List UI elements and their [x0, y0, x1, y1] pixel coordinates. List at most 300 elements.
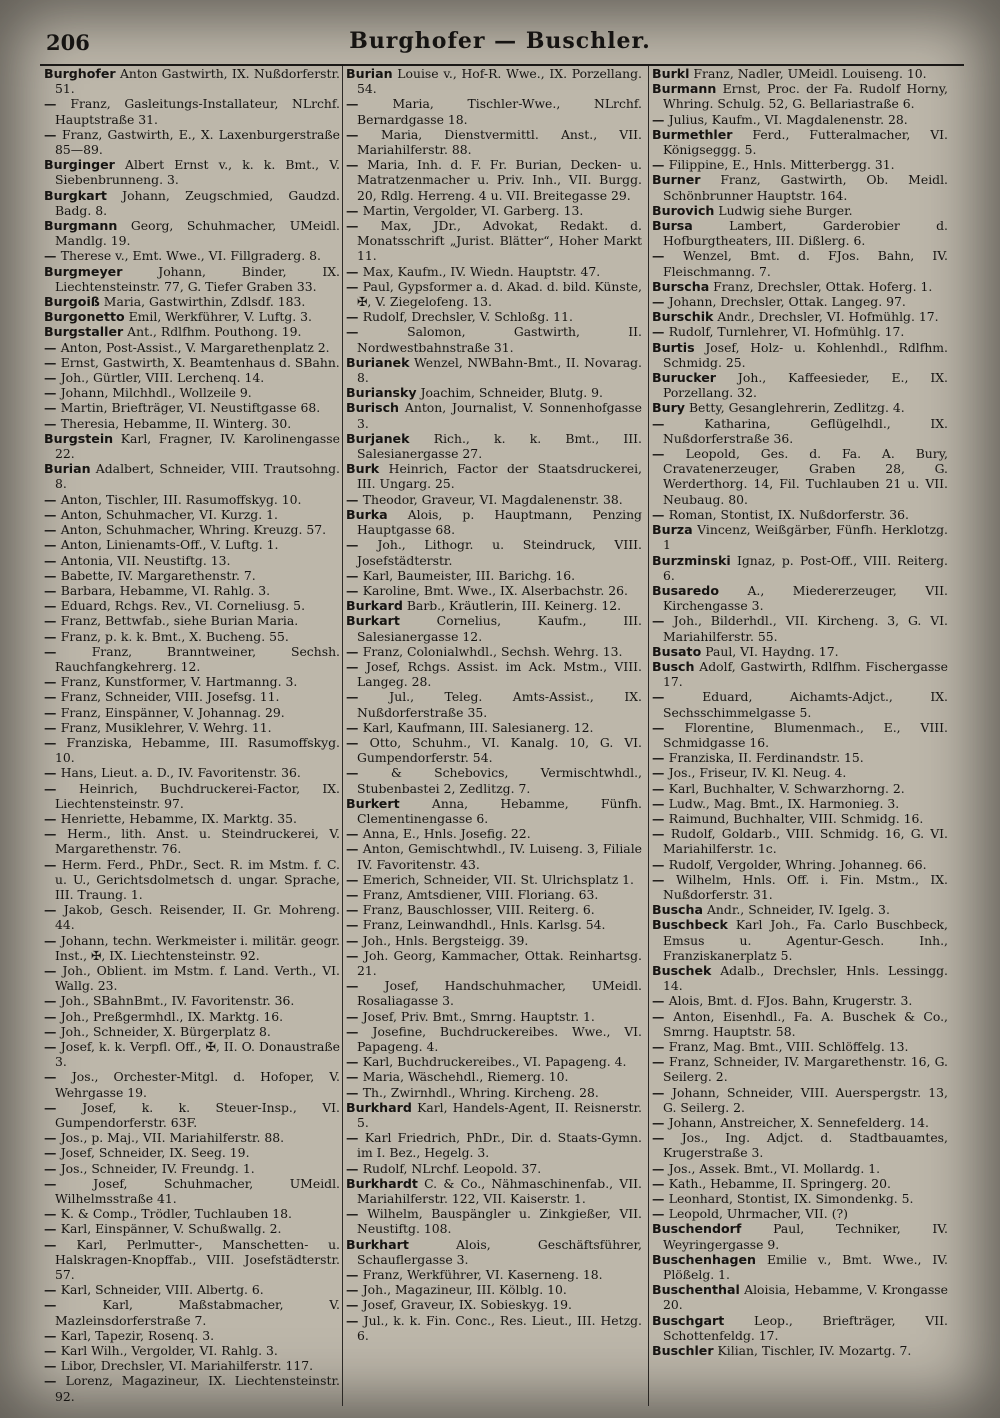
repeat-dash: — [44, 96, 71, 112]
entry-details: Franz, Schneider, IV. Margarethenstr. 16, G. Seilerg. 2. [663, 1054, 948, 1085]
repeat-dash: — [346, 324, 408, 340]
entry-details: Anton Gastwirth, IX. Nußdorferstr. 51. [55, 66, 340, 97]
repeat-dash: — [652, 157, 669, 173]
repeat-dash: — [44, 1343, 61, 1359]
entry-details: Johann, Schneider, VIII. Auerspergstr. 13, G. Seilerg. 2. [663, 1084, 948, 1115]
entry-details: Karl, Einspänner, V. Schußwallg. 2. [60, 1221, 282, 1237]
entry-details: Vincenz, Weißgärber, Fünfh. Herklotzg. 1 [663, 522, 948, 553]
entry-details: Lorenz, Magazineur, IX. Liechtensteinstr. 92. [55, 1373, 340, 1404]
entry-details: Andr., Schneider, IV. Igelg. 3. [706, 902, 890, 918]
entry-surname: Burianek [346, 354, 410, 370]
entry-details: Barb., Kräutlerin, III. Keinerg. 12. [406, 598, 622, 614]
directory-entry [652, 1161, 948, 1176]
entry-details: Alois, Geschäftsführer, Schauflergasse 3. [357, 1236, 642, 1267]
entry-details: Josef, Holz- u. Kohlenhdl., Rdlfhm. Schmidg. 25. [663, 339, 948, 370]
repeat-dash: — [652, 1054, 669, 1070]
directory-entry [44, 188, 340, 218]
entry-details: Ernst, Proc. der Fa. Rudolf Horny, Whring. Schulg. 52, G. Bellariastraße 6. [663, 81, 948, 112]
repeat-dash: — [652, 795, 669, 811]
repeat-dash: — [346, 218, 381, 234]
entry-details: Rudolf, Turnlehrer, VI. Hofmühlg. 17. [668, 324, 905, 340]
repeat-dash: — [44, 1358, 61, 1374]
directory-entry [346, 1297, 642, 1312]
directory-entry [346, 841, 642, 871]
entry-details: Josef, Schneider, IX. Seeg. 19. [60, 1145, 250, 1161]
entry-details: Karl, Buchdruckereibes., VI. Papageng. 4. [362, 1054, 627, 1070]
entry-details: Joh. Georg, Kammacher, Ottak. Reinhartsg. 21. [357, 947, 642, 978]
directory-entry [44, 324, 340, 339]
directory-entry [652, 446, 948, 507]
directory-entry [44, 629, 340, 644]
entry-details: Herm., lith. Anst. u. Steindruckerei, V. Margarethenstr. 76. [55, 826, 340, 857]
directory-entry [44, 720, 340, 735]
entry-details: Joachim, Schneider, Blutg. 9. [420, 385, 603, 401]
column-3 [652, 66, 948, 1406]
entry-details: Franz, Leinwandhdl., Hnls. Karlsg. 54. [362, 917, 606, 933]
entry-details: Franz, Gastwirth, E., X. Laxenburgerstraße 85—89. [55, 126, 340, 158]
entry-details: Josef, k. k. Verpfl. Off., ✠, II. O. Donaustraße 3. [55, 1039, 340, 1070]
directory-entry [346, 689, 642, 719]
entry-surname: Burgoiß [44, 294, 100, 310]
repeat-dash: — [346, 582, 363, 598]
entry-details: Theodor, Graveur, VI. Magdalenenstr. 38. [362, 491, 623, 507]
repeat-dash: — [652, 765, 669, 781]
entry-details: Martin, Briefträger, VI. Neustiftgasse 68. [60, 400, 321, 416]
repeat-dash: — [44, 1023, 61, 1039]
entry-details: Lambert, Garderobier d. Hofburgtheaters, III. Dißlerg. 6. [663, 218, 948, 249]
directory-entry [652, 1282, 948, 1312]
repeat-dash: — [652, 993, 669, 1009]
directory-entry [44, 1161, 340, 1176]
repeat-dash: — [44, 856, 62, 872]
directory-entry [346, 1313, 642, 1343]
repeat-dash: — [652, 324, 669, 340]
directory-entry [44, 218, 340, 248]
directory-entry [346, 872, 642, 887]
repeat-dash: — [346, 886, 363, 902]
entry-details: Jakob, Gesch. Reisender, II. Gr. Mohreng. 44. [55, 902, 340, 933]
entry-details: Anton, Post-Assist., V. Margarethenplatz 2. [60, 339, 330, 355]
directory-entry [44, 689, 340, 704]
directory-entry [346, 355, 642, 385]
repeat-dash: — [44, 400, 61, 416]
directory-entry [44, 1297, 340, 1327]
repeat-dash: — [652, 1008, 674, 1024]
directory-entry [652, 1313, 948, 1343]
repeat-dash: — [346, 1084, 363, 1100]
repeat-dash: — [44, 248, 61, 264]
entry-surname: Burkhard [346, 1099, 412, 1115]
page-header [40, 26, 960, 62]
entry-details: Leonhard, Stontist, IX. Simondenkg. 5. [668, 1191, 914, 1207]
directory-entry [44, 431, 340, 461]
repeat-dash: — [44, 1327, 61, 1343]
entry-details: Wenzel, Bmt. d. FJos. Bahn, IV. Fleischmanng. 7. [663, 248, 948, 279]
directory-entry [44, 492, 340, 507]
entry-details: Franz, p. k. k. Bmt., X. Bucheng. 55. [60, 628, 289, 644]
repeat-dash: — [346, 826, 363, 842]
repeat-dash: — [44, 1008, 61, 1024]
entry-details: Franz, Werkführer, VI. Kaserneng. 18. [362, 1267, 603, 1283]
entry-surname: Burkart [346, 613, 400, 629]
entry-details: Maria, Tischler-Wwe., NLrchf. Bernardgasse 18. [357, 96, 642, 127]
entry-surname: Burscha [652, 278, 710, 294]
running-head: Burghofer — Buschler. [349, 28, 651, 54]
directory-entry [44, 355, 340, 370]
directory-entry [652, 993, 948, 1008]
directory-entry [346, 127, 642, 157]
entry-details: Franziska, Hebamme, III. Rasumoffskyg. 10. [55, 734, 340, 766]
entry-details: Franz, Colonialwhdl., Sechsh. Wehrg. 13. [362, 643, 623, 659]
entry-details: Joh., Schneider, X. Bürgerplatz 8. [60, 1023, 271, 1039]
directory-entry [44, 127, 340, 157]
directory-entry [44, 507, 340, 522]
repeat-dash: — [44, 1099, 83, 1115]
directory-entry [44, 1343, 340, 1358]
repeat-dash: — [44, 537, 61, 553]
directory-entry [652, 522, 948, 552]
directory-entry [346, 537, 642, 567]
directory-entry [652, 1176, 948, 1191]
entry-details: Joh., Gürtler, VIII. Lerchenq. 14. [60, 370, 265, 386]
entry-details: Paul, VI. Haydng. 17. [705, 643, 839, 659]
entry-details: Johann, Anstreicher, X. Sennefelderg. 14. [668, 1115, 929, 1131]
entry-surname: Busaredo [652, 582, 719, 598]
repeat-dash: — [44, 339, 61, 355]
repeat-dash: — [44, 506, 61, 522]
repeat-dash: — [44, 734, 67, 750]
repeat-dash: — [44, 385, 61, 401]
repeat-dash: — [652, 1175, 669, 1191]
directory-entry [346, 917, 642, 932]
repeat-dash: — [346, 765, 391, 781]
directory-entry [44, 1237, 340, 1283]
directory-entry [44, 583, 340, 598]
entry-details: Adalbert, Schneider, VIII. Trautsohng. 8. [55, 461, 340, 492]
directory-entry [652, 1343, 948, 1358]
entry-details: Wenzel, NWBahn-Bmt., II. Novarag. 8. [357, 354, 642, 386]
directory-entry [346, 492, 642, 507]
directory-entry [652, 248, 948, 278]
repeat-dash: — [346, 309, 363, 325]
directory-entry [652, 1054, 948, 1084]
entry-details: Therese v., Emt. Wwe., VI. Fillgraderg. 8. [60, 248, 321, 264]
repeat-dash: — [44, 1175, 94, 1191]
entry-surname: Buschenthal [652, 1282, 740, 1298]
repeat-dash: — [652, 1115, 669, 1131]
entry-details: Joh., Preßgermhdl., IX. Marktg. 16. [60, 1008, 284, 1024]
repeat-dash: — [652, 856, 669, 872]
entry-details: Maria, Gastwirthin, Zdlsdf. 183. [103, 294, 306, 310]
repeat-dash: — [346, 1069, 363, 1085]
entry-surname: Burovich [652, 202, 715, 218]
entry-details: K. & Comp., Trödler, Tuchlauben 18. [60, 1206, 292, 1222]
directory-entry [652, 1085, 948, 1115]
directory-entry [652, 507, 948, 522]
repeat-dash: — [44, 582, 61, 598]
entry-details: Anton, Gemischtwhdl., IV. Luiseng. 3, Filiale IV. Favoritenstr. 43. [357, 841, 642, 872]
repeat-dash: — [346, 917, 363, 933]
repeat-dash: — [44, 765, 61, 781]
entry-details: Emil, Werkführer, V. Luftg. 3. [128, 309, 312, 325]
repeat-dash: — [44, 613, 61, 629]
directory-entry [44, 857, 340, 903]
repeat-dash: — [44, 1145, 61, 1161]
entry-details: Rich., k. k. Bmt., III. Salesianergasse 27. [357, 430, 642, 462]
repeat-dash: — [652, 750, 669, 766]
directory-entry [652, 340, 948, 370]
repeat-dash: — [652, 871, 676, 887]
repeat-dash: — [44, 674, 61, 690]
repeat-dash: — [44, 780, 79, 796]
entry-surname: Busato [652, 643, 702, 659]
directory-entry [44, 765, 340, 780]
directory-entry [44, 1282, 340, 1297]
directory-entry [652, 750, 948, 765]
entry-details: Karl, Baumeister, III. Barichg. 16. [362, 567, 576, 583]
directory-entry [346, 765, 642, 795]
directory-entry [346, 902, 642, 917]
entry-details: Josef, Schuhmacher, UMeidl. Wilhelmsstraße 41. [55, 1175, 340, 1207]
entry-details: Franz, Drechsler, Ottak. Hoferg. 1. [713, 278, 933, 294]
repeat-dash: — [346, 932, 363, 948]
directory-entry [44, 1221, 340, 1236]
directory-entry [346, 507, 642, 537]
repeat-dash: — [346, 1282, 363, 1298]
repeat-dash: — [346, 263, 363, 279]
repeat-dash: — [652, 1191, 669, 1207]
entry-details: Franz, Einspänner, V. Johannag. 29. [60, 704, 285, 720]
directory-entry [652, 400, 948, 415]
repeat-dash: — [346, 1160, 363, 1176]
directory-entry [346, 613, 642, 643]
entry-details: Eduard, Aichamts-Adjct., IX. Sechsschimmelgasse 5. [663, 689, 948, 720]
directory-entry [44, 294, 340, 309]
directory-entry [346, 887, 642, 902]
entry-details: Maria, Wäschehdl., Riemerg. 10. [362, 1069, 569, 1085]
directory-entry [346, 264, 642, 279]
directory-entry [346, 978, 642, 1008]
repeat-dash: — [44, 1373, 66, 1389]
directory-entry [652, 796, 948, 811]
repeat-dash: — [346, 537, 378, 553]
entry-surname: Buschler [652, 1343, 714, 1359]
entry-surname: Busch [652, 658, 695, 674]
directory-entry [346, 1085, 642, 1100]
repeat-dash: — [652, 810, 669, 826]
directory-entry [44, 1206, 340, 1221]
repeat-dash: — [44, 552, 61, 568]
repeat-dash: — [346, 1023, 373, 1039]
directory-entry [44, 96, 340, 126]
directory-entry [346, 96, 642, 126]
entry-details: Joh., Bilderhdl., VII. Kircheng. 3, G. VI. Mariahilferstr. 55. [663, 613, 948, 644]
repeat-dash: — [652, 1206, 669, 1222]
directory-entry [44, 370, 340, 385]
entry-details: Rudolf, Drechsler, V. Schloßg. 11. [362, 309, 573, 325]
entry-surname: Burian [44, 461, 91, 477]
directory-entry [346, 644, 642, 659]
entry-details: Franz, Gasleitungs-Installateur, NLrchf. Hauptstraße 31. [55, 96, 340, 127]
entry-details: Josef, Priv. Bmt., Smrng. Hauptstr. 1. [362, 1008, 595, 1024]
repeat-dash: — [44, 628, 61, 644]
entry-details: Raimund, Buchhalter, VIII. Schmidg. 16. [668, 810, 924, 826]
repeat-dash: — [346, 643, 363, 659]
entry-details: Karl Friedrich, PhDr., Dir. d. Staats-Gymn. im I. Bez., Hegelg. 3. [357, 1130, 642, 1161]
repeat-dash: — [652, 613, 674, 629]
entry-details: Franz, Mag. Bmt., VIII. Schlöffelg. 13. [668, 1039, 909, 1054]
entry-details: Franz, Musiklehrer, V. Wehrg. 11. [60, 719, 272, 735]
directory-entry [346, 1267, 642, 1282]
entry-surname: Burk [346, 461, 380, 477]
repeat-dash: — [346, 1297, 363, 1313]
entry-details: Kilian, Tischler, IV. Mozartg. 7. [717, 1343, 912, 1359]
directory-entry [44, 1024, 340, 1039]
directory-entry [346, 431, 642, 461]
entry-details: Jul., k. k. Fin. Conc., Res. Lieut., III. Hetzg. 6. [357, 1312, 642, 1343]
repeat-dash: — [346, 202, 363, 218]
directory-entry [44, 1039, 340, 1069]
entry-details: Emilie v., Bmt. Wwe., IV. Plößelg. 1. [663, 1251, 948, 1283]
repeat-dash: — [44, 810, 61, 826]
directory-entry [652, 811, 948, 826]
entry-details: Herm. Ferd., PhDr., Sect. R. im Mstm. f. C. u. U., Gerichtsdolmetsch d. ungar. Sprache, III. Traung. 1. [55, 856, 340, 902]
entry-surname: Burtis [652, 339, 695, 355]
entry-details: Jos., Schneider, IV. Freundg. 1. [60, 1160, 255, 1176]
repeat-dash: — [44, 354, 61, 370]
directory-entry [652, 872, 948, 902]
entry-details: Anton, Schuhmacher, Whring. Kreuzg. 57. [60, 522, 327, 538]
directory-entry [44, 1130, 340, 1145]
directory-entry [652, 157, 948, 172]
entry-details: Ignaz, p. Post-Off., VIII. Reiterg. 6. [663, 552, 948, 583]
entry-surname: Burkhardt [346, 1175, 418, 1191]
directory-entry [44, 644, 340, 674]
entry-details: Karl, Tapezir, Rosenq. 3. [60, 1327, 215, 1343]
directory-entry [44, 66, 340, 96]
entry-details: Betty, Gesanglehrerin, Zedlitzg. 4. [688, 400, 905, 416]
repeat-dash: — [346, 126, 381, 142]
entry-details: Rudolf, Vergolder, Whring. Johanneg. 66. [668, 856, 927, 872]
directory-entry [44, 735, 340, 765]
entry-details: C. & Co., Nähmaschinenfab., VII. Mariahilferstr. 122, VII. Kaiserstr. 1. [357, 1175, 642, 1207]
entry-details: Ant., Rdlfhm. Pouthong. 19. [127, 324, 302, 340]
repeat-dash: — [346, 1312, 364, 1328]
entry-details: Max, Kaufm., IV. Wiedn. Hauptstr. 47. [362, 263, 601, 279]
repeat-dash: — [346, 567, 363, 583]
entry-surname: Burghofer [44, 66, 116, 81]
directory-entry [346, 324, 642, 354]
entry-details: Johann, Zeugschmied, Gaudzd. Badg. 8. [55, 187, 340, 218]
directory-entry [346, 598, 642, 613]
directory-entry [346, 1130, 642, 1160]
entry-details: Heinrich, Factor der Staatsdruckerei, III. Ungarg. 25. [357, 461, 642, 492]
entry-details: Cornelius, Kaufm., III. Salesianergasse 12. [357, 613, 642, 644]
directory-entry [346, 1206, 642, 1236]
entry-details: Barbara, Hebamme, VI. Rahlg. 3. [60, 582, 271, 598]
directory-entry [346, 659, 642, 689]
entry-details: Ernst, Gastwirth, X. Beamtenhaus d. SBahn. [60, 354, 340, 370]
repeat-dash: — [44, 491, 61, 507]
directory-entry [44, 781, 340, 811]
directory-entry [44, 674, 340, 689]
entry-surname: Burgstaller [44, 324, 124, 340]
repeat-dash: — [44, 126, 62, 142]
entry-surname: Burisch [346, 400, 400, 416]
directory-entry [652, 1191, 948, 1206]
repeat-dash: — [652, 780, 669, 796]
entry-details: Alois, p. Hauptmann, Penzing Hauptgasse 68. [357, 506, 642, 538]
entry-details: Salomon, Gastwirth, II. Nordwestbahnstraße 31. [357, 324, 642, 355]
directory-entry [346, 279, 642, 309]
entry-surname: Burschik [652, 309, 714, 325]
entry-surname: Burkert [346, 795, 400, 811]
directory-entry [44, 1328, 340, 1343]
repeat-dash: — [652, 689, 703, 705]
directory-entry [652, 644, 948, 659]
entry-details: Leop., Briefträger, VII. Schottenfeldg. 17. [663, 1312, 948, 1343]
entry-details: Karl, Maßstabmacher, V. Mazleinsdorferstraße 7. [55, 1297, 340, 1328]
directory-entry [44, 264, 340, 294]
repeat-dash: — [346, 689, 390, 705]
repeat-dash: — [44, 902, 64, 918]
directory-entry [44, 933, 340, 963]
entry-details: Karl, Perlmutter-, Manschetten- u. Halskragen-Knopffab., VIII. Josefstädterstr. 57. [55, 1236, 340, 1283]
repeat-dash: — [652, 719, 685, 735]
entry-details: Jos., Friseur, IV. Kl. Neug. 4. [668, 765, 847, 781]
entry-details: Jos., Assek. Bmt., VI. Mollardg. 1. [668, 1160, 881, 1176]
repeat-dash: — [44, 415, 61, 431]
directory-entry [44, 157, 340, 187]
directory-entry [652, 1206, 948, 1221]
repeat-dash: — [346, 278, 363, 294]
directory-entry [652, 826, 948, 856]
column-divider [342, 66, 343, 1406]
directory-entry [652, 659, 948, 689]
entry-details: Libor, Drechsler, VI. Mariahilferstr. 117. [60, 1358, 314, 1374]
entry-surname: Burkard [346, 598, 403, 614]
repeat-dash: — [652, 248, 684, 264]
column-1 [44, 66, 340, 1406]
entry-details: Karl, Fragner, IV. Karolinengasse 22. [55, 430, 340, 462]
directory-entry [44, 385, 340, 400]
repeat-dash: — [346, 157, 368, 173]
entry-details: Aloisia, Hebamme, V. Krongasse 20. [663, 1282, 948, 1313]
entry-details: Maria, Inh. d. F. Fr. Burian, Decken- u. Matratzenmacher u. Priv. Inh., VII. Burgg. 20, Rdlg. Herreng. 4 u. VII. Breitegasse 29. [357, 157, 642, 203]
directory-entry [44, 340, 340, 355]
directory-entry [346, 385, 642, 400]
entry-surname: Burmethler [652, 126, 733, 142]
entry-details: Josefine, Buchdruckereibes. Wwe., VI. Papageng. 4. [357, 1023, 642, 1054]
directory-entry [44, 613, 340, 628]
directory-entry [44, 522, 340, 537]
entry-details: Franz, Bettwfab., siehe Burian Maria. [60, 613, 299, 629]
directory-entry [652, 324, 948, 339]
entry-details: Heinrich, Buchdruckerei-Factor, IX. Liechtensteinstr. 97. [55, 780, 340, 811]
directory-entry [44, 248, 340, 263]
entry-details: Rudolf, Goldarb., VIII. Schmidg. 16, G. VI. Mariahilferstr. 1c. [663, 826, 948, 857]
entry-details: Franz, Nadler, UMeidl. Louiseng. 10. [693, 66, 927, 81]
entry-surname: Burner [652, 172, 701, 188]
directory-entry [346, 157, 642, 203]
repeat-dash: — [44, 719, 61, 735]
repeat-dash: — [44, 1297, 103, 1313]
repeat-dash: — [44, 1236, 77, 1252]
entry-details: Maria, Dienstvermittl. Anst., VII. Mariahilferstr. 88. [357, 126, 642, 158]
directory-entry [346, 203, 642, 218]
entry-details: Jos., Ing. Adjct. d. Stadtbauamtes, Krugerstraße 3. [663, 1130, 948, 1161]
entry-details: Emerich, Schneider, VII. St. Ulrichsplatz 1. [362, 871, 634, 887]
